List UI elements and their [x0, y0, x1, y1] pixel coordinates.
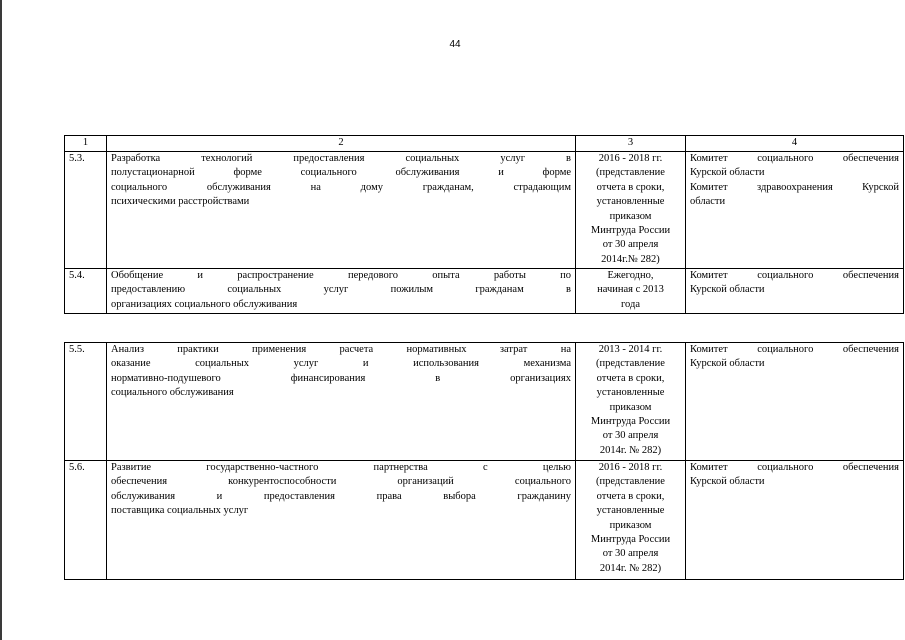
row-number: 5.6. — [65, 461, 107, 580]
text-line: Курской области — [690, 284, 765, 296]
text-line: отчета в сроки, — [596, 372, 665, 384]
text-line: (представление — [596, 358, 665, 370]
text-line: установленные — [596, 196, 665, 208]
header-col-3: 3 — [576, 136, 686, 152]
row-number: 5.4. — [65, 269, 107, 314]
text-line: нормативно-подушевого финансирования в организациях — [111, 372, 571, 384]
text-line: установленные — [596, 387, 665, 399]
text-line: года — [621, 298, 640, 310]
measure-description — [107, 269, 576, 314]
measure-term — [576, 461, 686, 580]
text-line: отчета в сроки, — [596, 181, 665, 193]
measure-description — [107, 152, 576, 269]
text-line: от 30 апреля — [602, 430, 659, 442]
text-line: 2016 - 2018 гг. — [598, 462, 663, 473]
text-line: Разработка технологий предоставления социальных услуг в — [111, 153, 571, 164]
text-line: приказом — [609, 210, 652, 222]
page-left-edge — [0, 0, 2, 640]
text-line: (представление — [596, 167, 665, 179]
text-line: от 30 апреля — [602, 239, 659, 251]
text-line: 2013 - 2014 гг. — [598, 344, 663, 355]
text-line: Развитие государственно-частного партнерства с целью — [111, 462, 571, 473]
header-col-2: 2 — [107, 136, 576, 152]
text-line: предоставлению социальных услуг пожилым гражданам в — [111, 284, 571, 296]
text-line: Комитет социального обеспечения — [690, 462, 899, 473]
text-line: приказом — [609, 519, 652, 531]
table-row — [65, 343, 904, 461]
text-line: оказание социальных услуг и использования механизма — [111, 358, 571, 370]
measure-executor — [686, 343, 904, 461]
text-line: (представление — [596, 476, 665, 488]
text-line: Минтруда России — [590, 225, 671, 237]
measure-term — [576, 269, 686, 314]
text-line: Курской области — [690, 167, 765, 179]
measure-description — [107, 461, 576, 580]
text-line: 2016 - 2018 гг. — [598, 153, 663, 164]
text-line: 2014г. № 282) — [599, 444, 662, 456]
text-line: организациях социального обслуживания — [111, 298, 298, 310]
text-line: установленные — [596, 505, 665, 517]
text-line: Ежегодно, — [607, 270, 654, 281]
text-line: социального обслуживания на дому гражданам, страдающим — [111, 181, 571, 193]
text-line: от 30 апреля — [602, 548, 659, 560]
measures-table-part-1 — [64, 135, 904, 314]
page-number: 44 — [449, 39, 461, 50]
table-row — [65, 269, 904, 314]
text-line: начиная с 2013 — [597, 284, 664, 296]
measure-term — [576, 152, 686, 269]
text-line: Комитет здравоохранения Курской — [690, 181, 899, 193]
row-number: 5.5. — [65, 343, 107, 461]
row-number: 5.3. — [65, 152, 107, 269]
text-line: области — [690, 196, 726, 208]
measures-table-part-2 — [64, 342, 904, 580]
text-line: Обобщение и распространение передового опыта работы по — [111, 270, 571, 281]
measure-description — [107, 343, 576, 461]
text-line: Комитет социального обеспечения — [690, 270, 899, 281]
header-col-1: 1 — [65, 136, 107, 152]
header-col-4: 4 — [686, 136, 904, 152]
text-line: Курской области — [690, 476, 765, 488]
table-header-row — [65, 136, 904, 152]
table-row — [65, 152, 904, 269]
table-row — [65, 461, 904, 580]
text-line: Минтруда России — [590, 416, 671, 428]
text-line: обслуживания и предоставления права выбора гражданину — [111, 490, 571, 502]
text-line: Анализ практики применения расчета нормативных затрат на — [111, 344, 571, 355]
text-line: Комитет социального обеспечения — [690, 344, 899, 355]
text-line: социального обслуживания — [111, 387, 234, 399]
text-line: поставщика социальных услуг — [111, 505, 249, 517]
text-line: 2014г. № 282) — [599, 562, 662, 574]
text-line: полустационарной форме социального обслуживания и форме — [111, 167, 571, 179]
text-line: обеспечения конкурентоспособности организаций социального — [111, 476, 571, 488]
measure-executor — [686, 461, 904, 580]
text-line: отчета в сроки, — [596, 490, 665, 502]
measure-term — [576, 343, 686, 461]
text-line: Комитет социального обеспечения — [690, 153, 899, 164]
text-line: Минтруда России — [590, 534, 671, 546]
text-line: 2014г.№ 282) — [601, 253, 660, 265]
text-line: психическими расстройствами — [111, 196, 250, 208]
text-line: приказом — [609, 401, 652, 413]
measure-executor — [686, 152, 904, 269]
measure-executor — [686, 269, 904, 314]
text-line: Курской области — [690, 358, 765, 370]
